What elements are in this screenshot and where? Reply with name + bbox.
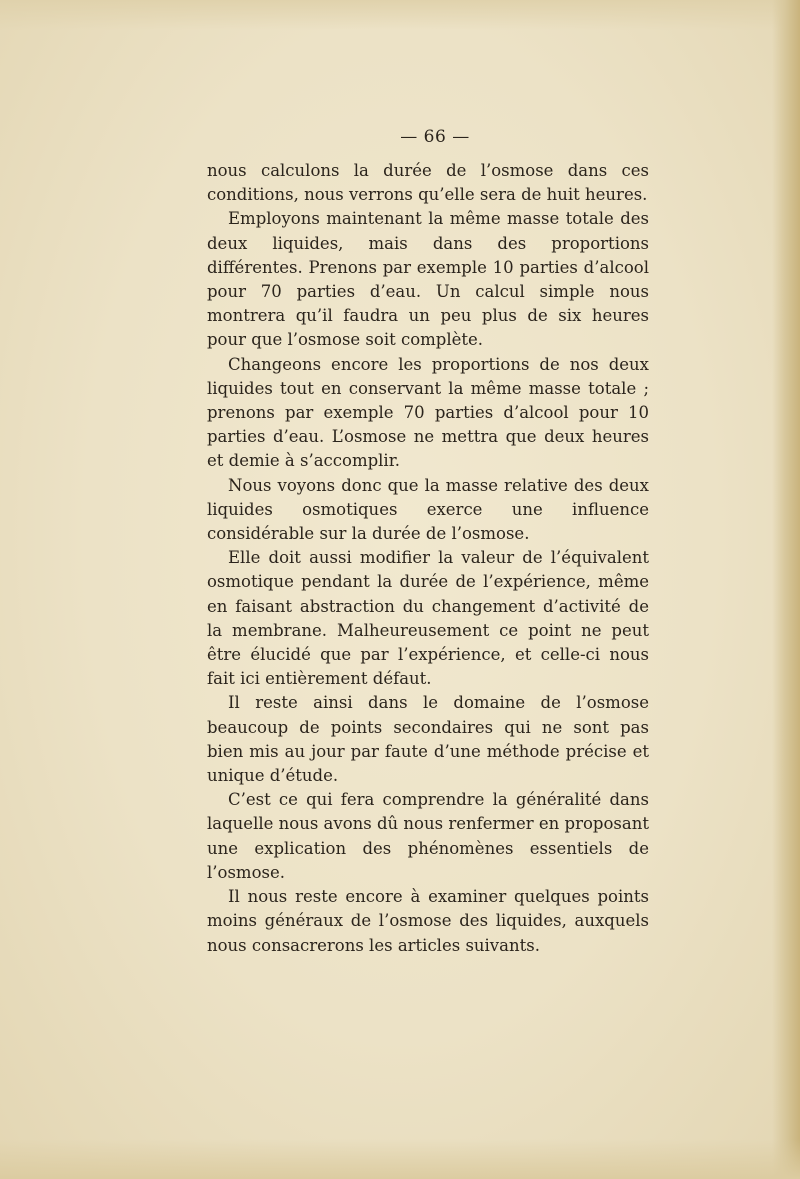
paragraph-1: nous calculons la durée de l’osmose dans ces conditions, nous verrons qu’elle sera de huit heures. bbox=[207, 161, 649, 205]
paragraph-6: Il reste ainsi dans le domaine de l’osmose beaucoup de points secondaires qui ne sont pas bien mis au jour par faute d’une méthode précise et unique d’étude. bbox=[207, 693, 649, 786]
paragraph-8: Il nous reste encore à examiner quelques points moins généraux de l’osmose des liquides, auxquels nous consacrerons les articles suivants. bbox=[207, 887, 649, 955]
paragraph-7: C’est ce qui fera comprendre la généralité dans laquelle nous avons dû nous renfermer en proposant une explication des phénomènes essentiels de l’osmose. bbox=[207, 790, 649, 882]
page-top-shading bbox=[0, 0, 800, 30]
paragraph-4: Nous voyons donc que la masse relative des deux liquides osmotiques exerce une influence considérable sur la durée de l’osmose. bbox=[207, 475, 649, 544]
page-right-edge bbox=[772, 0, 800, 1179]
paragraph-5: Elle doit aussi modifier la valeur de l’équivalent osmotique pendant la durée de l’expérience, même en faisant abstraction du changement d’activité de la membrane. Malheureusement ce point ne peut être élucidé que par l’expérience, et celle-ci nous fait ici entièrement défaut. bbox=[207, 548, 649, 689]
body-text bbox=[207, 159, 649, 958]
page-number: — 66 — bbox=[400, 127, 470, 147]
paragraph-2: Employons maintenant la même masse totale des deux liquides, mais dans des proportions différentes. Prenons par exemple 10 parties d’alcool pour 70 parties d’eau. Un calcul simple nous montrera qu’il faudra un peu plus de six heures pour que l’osmose soit complète. bbox=[207, 209, 649, 350]
page-bottom-shading bbox=[0, 1139, 800, 1179]
paragraph-3: Changeons encore les proportions de nos deux liquides tout en conservant la même masse totale ; prenons par exemple 70 parties d’alcool pour 10 parties d’eau. L’osmose ne mettra que deux heures et demie à s’accomplir. bbox=[207, 354, 649, 471]
